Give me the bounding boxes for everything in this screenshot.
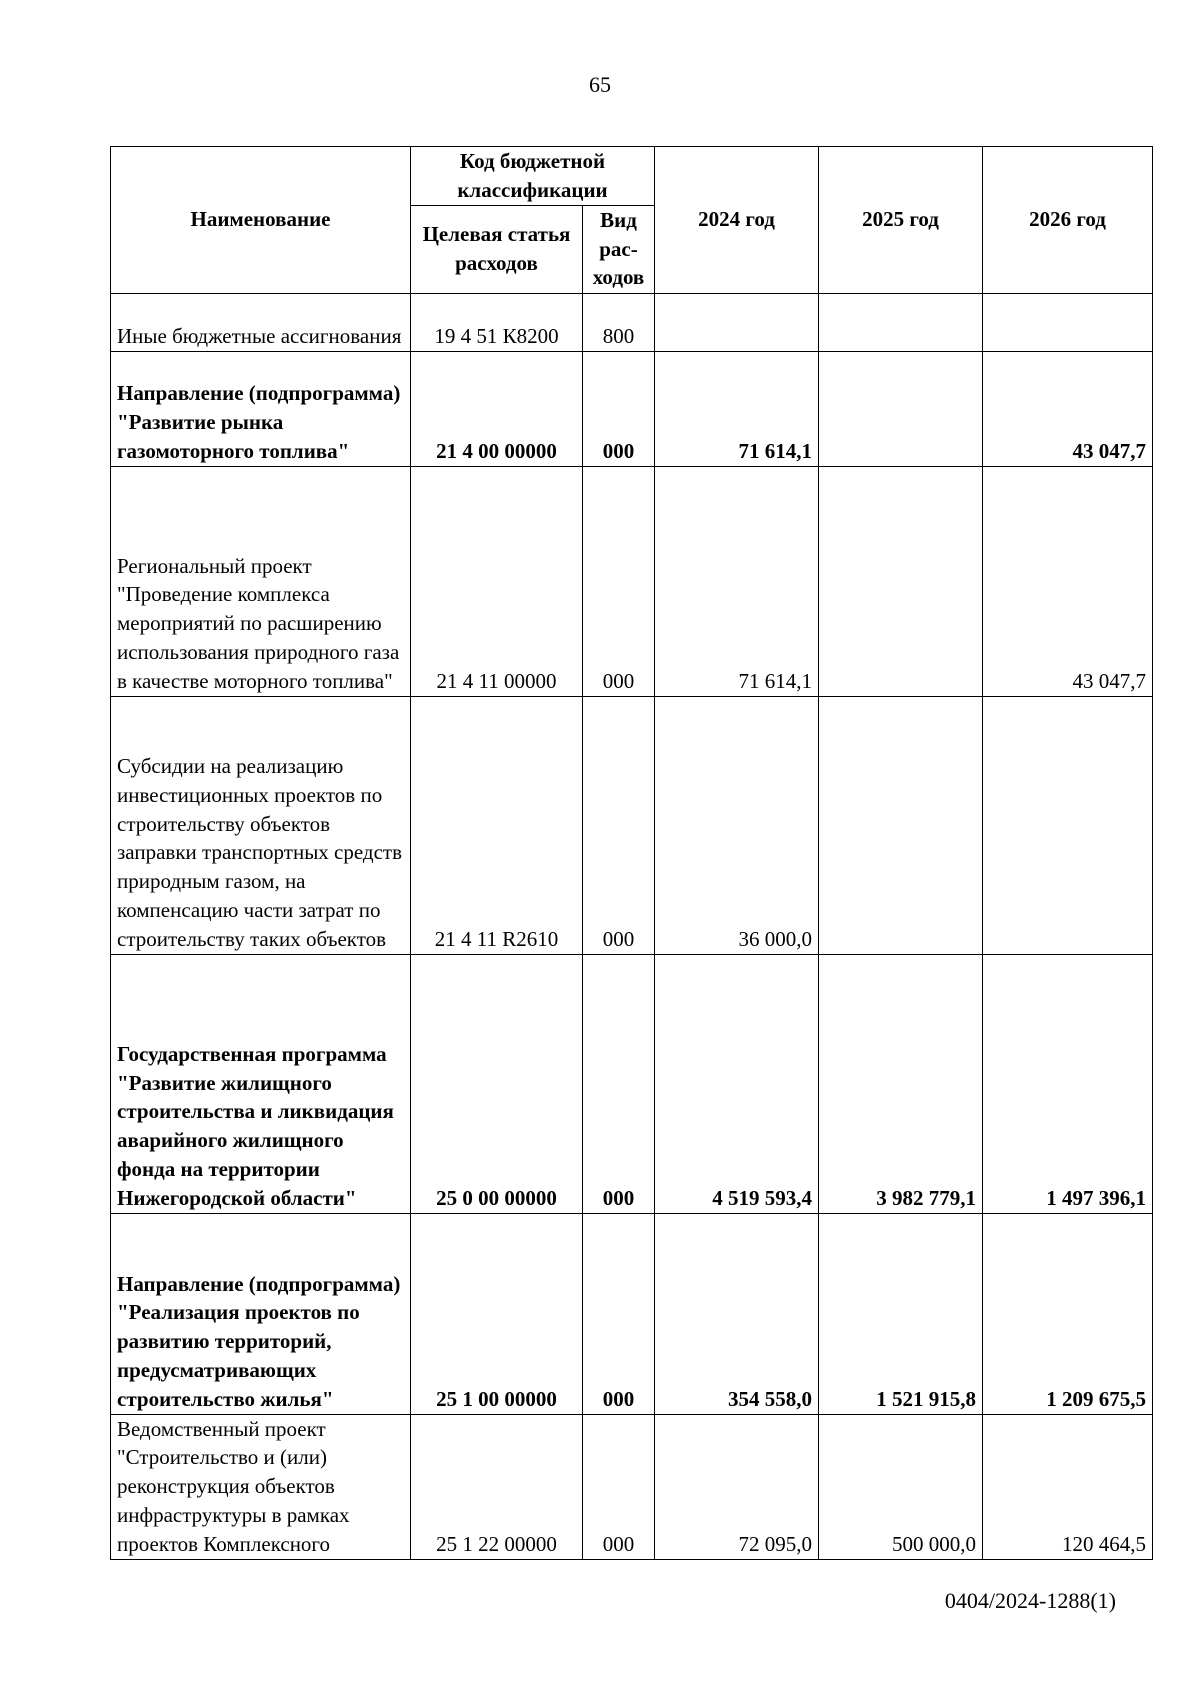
- header-name: Наименование: [111, 147, 411, 294]
- row-amount-2026-cell: 43 047,7: [983, 466, 1153, 696]
- page-number: 65: [589, 72, 611, 97]
- row-expense-kind-cell: 000: [583, 466, 655, 696]
- row-amount-2025-cell: [819, 466, 983, 696]
- document-code: 0404/2024-1288(1): [944, 1588, 1116, 1613]
- header-year-2026: 2026 год: [983, 147, 1153, 294]
- header-year-2024: 2024 год: [655, 147, 819, 294]
- row-amount-2024-cell: 4 519 593,4: [655, 954, 819, 1213]
- row-amount-2024-cell: 36 000,0: [655, 696, 819, 954]
- row-amount-2026-cell: [983, 293, 1153, 351]
- row-target-article-cell: 21 4 11 00000: [411, 466, 583, 696]
- row-expense-kind-cell: 000: [583, 1213, 655, 1414]
- row-expense-kind-cell: 000: [583, 1414, 655, 1559]
- row-amount-2025-cell: 1 521 915,8: [819, 1213, 983, 1414]
- row-target-article-cell: 21 4 11 R2610: [411, 696, 583, 954]
- row-amount-2026-cell: 1 209 675,5: [983, 1213, 1153, 1414]
- row-amount-2026-cell: 43 047,7: [983, 351, 1153, 466]
- header-expense-kind: Вид рас-ходов: [583, 205, 655, 293]
- row-name-cell: Иные бюджетные ассигнования: [111, 293, 411, 351]
- header-target-article: Целевая статья расходов: [411, 205, 583, 293]
- table-row: [111, 351, 1153, 466]
- row-name-cell: Государственная программа "Развитие жилищного строительства и ликвидация аварийного жилищного фонда на территории Нижегородской области": [111, 954, 411, 1213]
- table-row: [111, 293, 1153, 351]
- row-amount-2025-cell: [819, 293, 983, 351]
- header-year-2025: 2025 год: [819, 147, 983, 294]
- header-code-group: Код бюджетной классификации: [411, 147, 655, 206]
- row-expense-kind-cell: 000: [583, 696, 655, 954]
- row-amount-2024-cell: 71 614,1: [655, 351, 819, 466]
- row-amount-2024-cell: 72 095,0: [655, 1414, 819, 1559]
- table-row: [111, 466, 1153, 696]
- row-amount-2026-cell: 1 497 396,1: [983, 954, 1153, 1213]
- row-target-article-cell: 25 1 00 00000: [411, 1213, 583, 1414]
- table-row: [111, 1414, 1153, 1559]
- row-target-article-cell: 25 1 22 00000: [411, 1414, 583, 1559]
- row-name-cell: Субсидии на реализацию инвестиционных проектов по строительству объектов заправки транспортных средств природным газом, на компенсацию части затрат по строительству таких объектов: [111, 696, 411, 954]
- table-row: [111, 696, 1153, 954]
- row-target-article-cell: 21 4 00 00000: [411, 351, 583, 466]
- row-expense-kind-cell: 000: [583, 954, 655, 1213]
- row-amount-2025-cell: [819, 696, 983, 954]
- budget-table: [110, 146, 1153, 1560]
- row-amount-2025-cell: 500 000,0: [819, 1414, 983, 1559]
- row-expense-kind-cell: 800: [583, 293, 655, 351]
- table-row: [111, 1213, 1153, 1414]
- row-amount-2026-cell: [983, 696, 1153, 954]
- row-name-cell: Направление (подпрограмма) "Реализация проектов по развитию территорий, предусматривающих строительство жилья": [111, 1213, 411, 1414]
- row-name-cell: Ведомственный проект "Строительство и (или) реконструкция объектов инфраструктуры в рамках проектов Комплексного: [111, 1414, 411, 1559]
- row-amount-2024-cell: 71 614,1: [655, 466, 819, 696]
- row-amount-2026-cell: 120 464,5: [983, 1414, 1153, 1559]
- row-name-cell: Региональный проект "Проведение комплекса мероприятий по расширению использования природного газа в качестве моторного топлива": [111, 466, 411, 696]
- row-target-article-cell: 19 4 51 К8200: [411, 293, 583, 351]
- row-amount-2024-cell: [655, 293, 819, 351]
- row-amount-2025-cell: 3 982 779,1: [819, 954, 983, 1213]
- row-name-cell: Направление (подпрограмма) "Развитие рынка газомоторного топлива": [111, 351, 411, 466]
- row-expense-kind-cell: 000: [583, 351, 655, 466]
- row-target-article-cell: 25 0 00 00000: [411, 954, 583, 1213]
- row-amount-2025-cell: [819, 351, 983, 466]
- table-row: [111, 954, 1153, 1213]
- row-amount-2024-cell: 354 558,0: [655, 1213, 819, 1414]
